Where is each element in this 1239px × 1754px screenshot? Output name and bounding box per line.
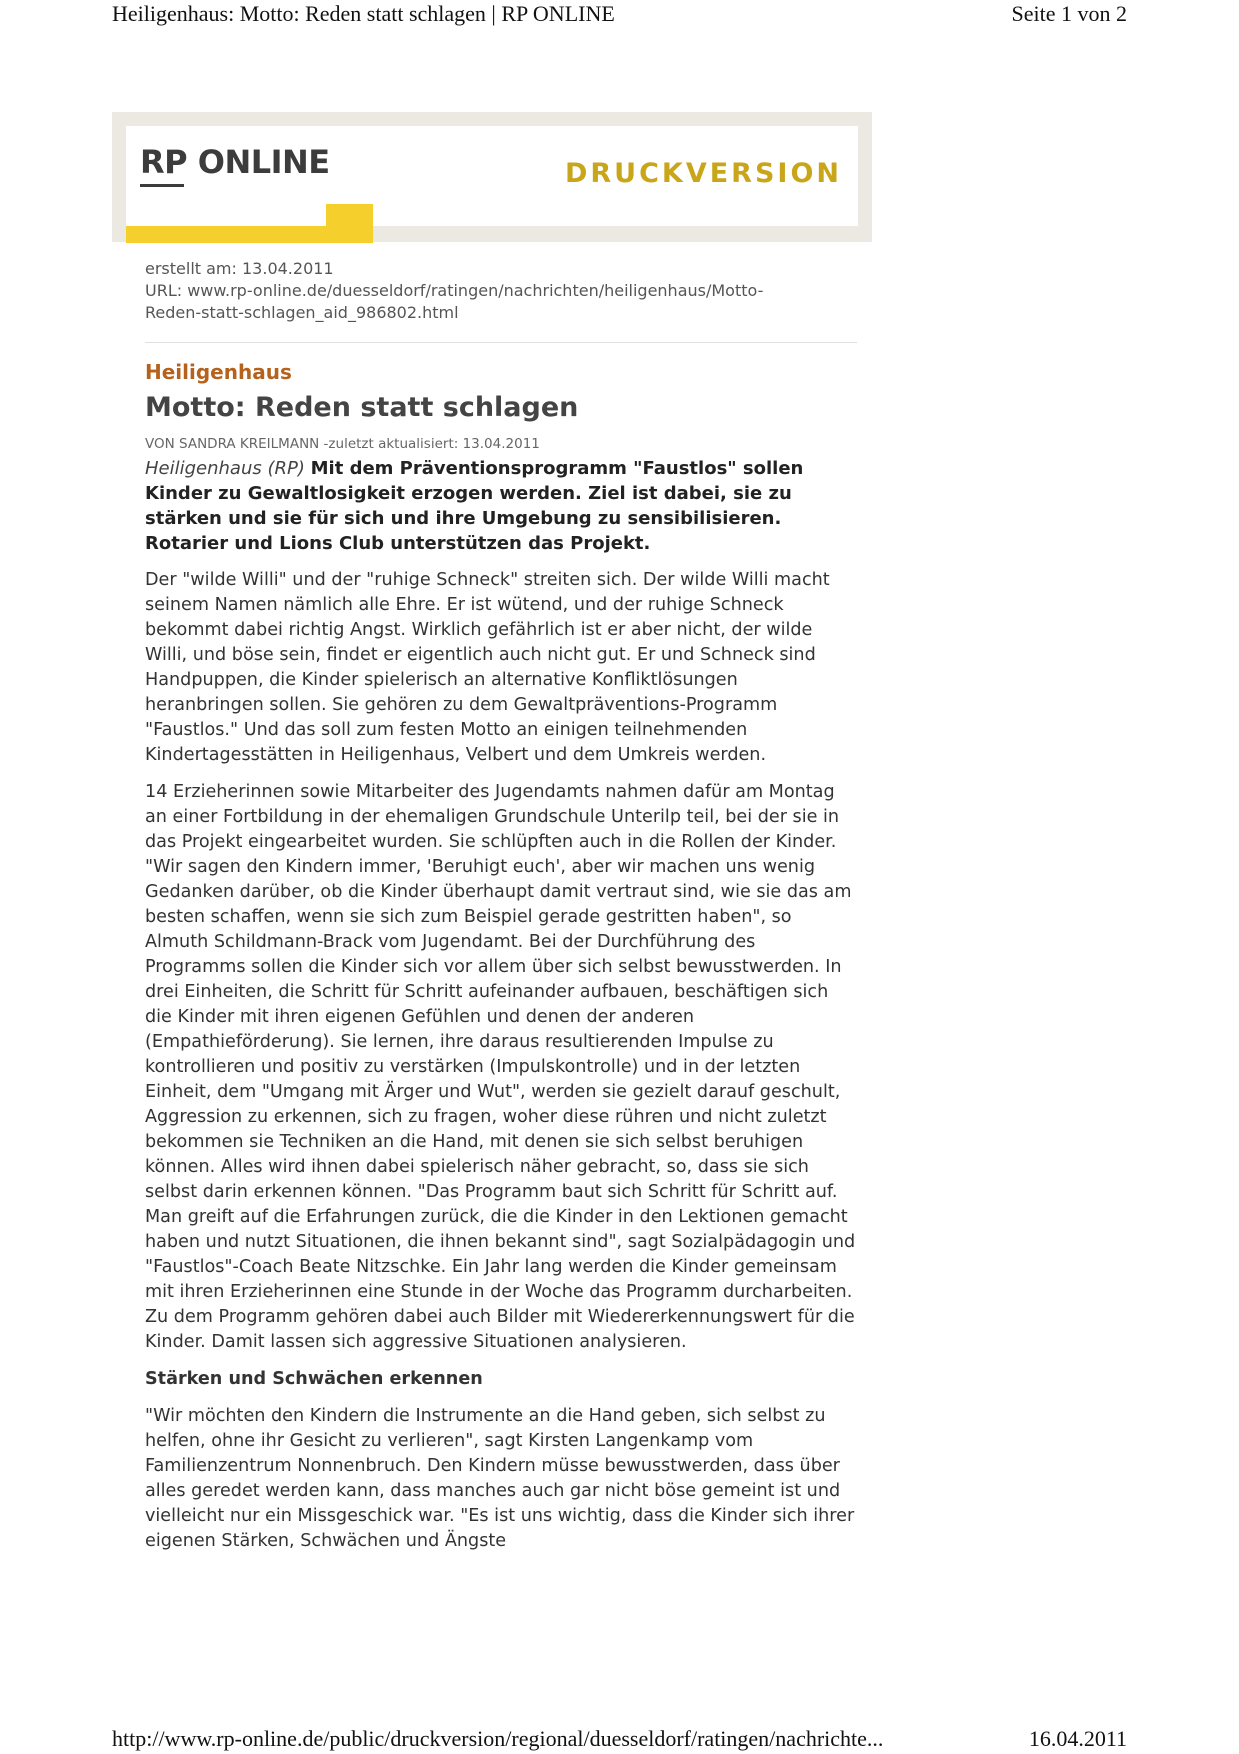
print-header	[112, 1, 1127, 27]
article-url-line2: Reden-statt-schlagen_aid_986802.html	[145, 303, 459, 322]
article-lead	[145, 456, 857, 556]
druckversion-label: DRUCKVERSION	[564, 158, 842, 189]
logo-underline	[140, 184, 184, 187]
print-header-title: Heiligenhaus: Motto: Reden statt schlagen | RP ONLINE	[112, 1, 615, 26]
paragraph-3: "Wir möchten den Kindern die Instrumente an die Hand geben, sich selbst zu helfen, ohne ihr Gesicht zu verlieren", sagt Kirsten Langenkamp vom Familienzentrum Nonnenbruch. Den Kindern müsse bewusstwerden, dass über alles geredet werden kann, dass manches auch gar nicht böse gemeint ist und vielleicht nur ein Missgeschick war. "Es ist uns wichtig, dass die Kinder sich ihrer eigenen Stärken, Schwächen und Ängste	[145, 1406, 855, 1551]
rp-online-logo: RP ONLINE	[140, 143, 330, 181]
article-kicker: Heiligenhaus	[145, 360, 292, 384]
banner-inner	[126, 126, 858, 226]
article-byline: VON SANDRA KREILMANN -zuletzt aktualisiert: 13.04.2011	[145, 436, 540, 452]
print-header-page: Seite 1 von 2	[1011, 1, 1127, 26]
rp-online-banner	[112, 112, 872, 242]
print-footer-date: 16.04.2011	[1028, 1726, 1127, 1751]
article-headline: Motto: Reden statt schlagen	[145, 392, 579, 423]
paragraph-1: Der "wilde Willi" und der "ruhige Schneck" streiten sich. Der wilde Willi macht seinem Namen nämlich alle Ehre. Er ist wütend, und der ruhige Schneck bekommt dabei richtig Angst. Wirklich gefährlich ist er aber nicht, der wilde Willi, und böse sein, findet er eigentlich auch nicht gut. Er und Schneck sind Handpuppen, die Kinder spielerisch an alternative Konfliktlösungen heranbringen sollen. Sie gehören zu dem Gewaltpräventions-Programm "Faustlos." Und das soll zum festen Motto an einigen teilnehmenden Kindertagesstätten in Heiligenhaus, Velbert und dem Umkreis werden.	[145, 570, 830, 765]
banner-yellow-notch	[126, 204, 326, 226]
lead-location: Heiligenhaus (RP)	[145, 458, 305, 479]
lead-text: Mit dem Präventionsprogramm "Faustlos" sollen Kinder zu Gewaltlosigkeit erzogen werden. Ziel ist dabei, sie zu stärken und sie für sich und ihre Umgebung zu sensibilisieren. Rotarier und Lions Club unterstützen das Projekt.	[145, 458, 804, 554]
created-date: erstellt am: 13.04.2011	[145, 259, 334, 278]
article-meta	[145, 258, 845, 324]
paragraph-2: 14 Erzieherinnen sowie Mitarbeiter des Jugendamts nahmen dafür am Montag an einer Fortbildung in der ehemaligen Grundschule Unterilp teil, bei der sie in das Projekt eingearbeitet wurden. Sie schlüpften auch in die Rollen der Kinder. "Wir sagen den Kindern immer, 'Beruhigt euch', aber wir machen uns wenig Gedanken darüber, ob die Kinder überhaupt damit vertraut sind, wie sie das am besten schaffen, wenn sie sich zum Beispiel gerade gestritten haben", so Almuth Schildmann-Brack vom Jugendamt. Bei der Durchführung des Programms sollen die Kinder sich vor allem über sich selbst bewusstwerden. In drei Einheiten, die Schritt für Schritt aufeinander aufbauen, beschäftigen sich die Kinder mit ihren eigenen Gefühlen und denen der anderen (Empathieförderung). Sie lernen, ihre daraus resultierenden Impulse zu kontrollieren und positiv zu verstärken (Impulskontrolle) und in der letzten Einheit, dem "Umgang mit Ärger und Wut", werden sie gezielt darauf geschult, Aggression zu erkennen, sich zu fragen, woher diese rühren und nicht zuletzt bekommen sie Techniken an die Hand, mit denen sie sich selbst beruhigen können. Alles wird ihnen dabei spielerisch näher gebracht, so, dass sie sich selbst darin erkennen können. "Das Programm baut sich Schritt für Schritt auf. Man greift auf die Erfahrungen zurück, die die Kinder in den Lektionen gemacht haben und nutzt Situationen, die ihnen bekannt sind", sagt Sozialpädagogin und "Faustlos"-Coach Beate Nitzschke. Ein Jahr lang werden die Kinder gemeinsam mit ihren Erzieherinnen eine Stunde in der Woche das Programm durcharbeiten. Zu dem Programm gehören dabei auch Bilder mit Wiedererkennungswert für die Kinder. Damit lassen sich aggressive Situationen analysieren.	[145, 782, 856, 1352]
print-footer-url: http://www.rp-online.de/public/druckversion/regional/duesseldorf/ratingen/nachrichte...	[112, 1726, 884, 1751]
article-url-line1: URL: www.rp-online.de/duesseldorf/ratingen/nachrichten/heiligenhaus/Motto-	[145, 281, 764, 300]
article-body	[145, 358, 857, 1566]
divider	[145, 342, 857, 343]
article-subheading: Stärken und Schwächen erkennen	[145, 1369, 483, 1389]
print-footer	[112, 1726, 1127, 1752]
